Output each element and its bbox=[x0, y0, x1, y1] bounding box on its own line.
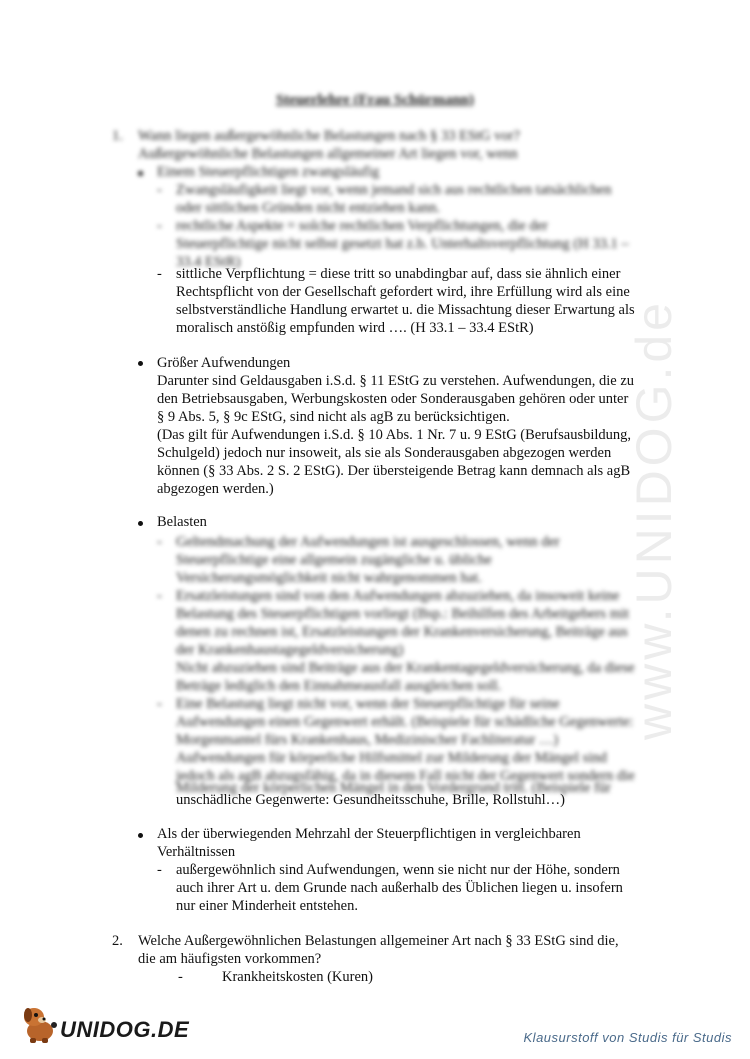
b3-d1-line1: Geltendmachung der Aufwendungen ist ausgeschlossen, wenn der bbox=[176, 534, 560, 550]
dash: - bbox=[157, 862, 162, 878]
b2-line4: (Das gilt für Aufwendungen i.S.d. § 10 Abs. 1 Nr. 7 u. 9 EStG (Berufsausbildung, bbox=[157, 427, 632, 443]
dash: - bbox=[157, 182, 162, 198]
b1-d3-line4: moralisch anstößig empfunden wird …. (H 33.1 – 33.4 EStR) bbox=[176, 320, 534, 336]
b4-d1-line3: nur einer Minderheit entstehen. bbox=[176, 898, 358, 914]
b3-d3-line6: Milderung der körperlichen Mängel in den Vordergrund tritt. (Beispiele für bbox=[176, 780, 611, 796]
dash: - bbox=[157, 534, 162, 550]
b3-heading: Belasten bbox=[157, 514, 207, 530]
b3-d3-line5: jedoch als agB abzugsfähig, da in diesem Fall nicht der Gegenwert sondern die bbox=[176, 768, 635, 784]
b3-d2-line4: der Krankenhaustagegeldversicherung) bbox=[176, 642, 404, 658]
b3-d1-line3: Versicherungsmöglichkeit nicht wahrgenommen hat. bbox=[176, 570, 482, 586]
b3-d3-line1: Eine Belastung liegt nicht vor, wenn der Steuerpflichtige für seine bbox=[176, 696, 560, 712]
dash: - bbox=[157, 218, 162, 234]
b2-line1: Darunter sind Geldausgaben i.S.d. § 11 EStG zu verstehen. Aufwendungen, die zu bbox=[157, 373, 635, 389]
dash: - bbox=[157, 266, 162, 282]
b1-d3-line3: selbstverständliche Handlung erwartet u. die Missachtung dieser Erwartung als bbox=[176, 302, 635, 318]
b3-d2-line2: Belastung des Steuerpflichtigen vorliegt (Bsp.: Beihilfen des Arbeitgebers mit bbox=[176, 606, 630, 622]
b2-line6: können (§ 33 Abs. 2 S. 2 EStG). Der übersteigende Betrag kann demnach als agB bbox=[157, 463, 631, 479]
b3-d3-line2: Aufwendungen einen Gegenwert erhält. (Beispiele für schädliche Gegenwerte: bbox=[176, 714, 634, 730]
dash: - bbox=[178, 969, 183, 985]
bullet-marker bbox=[138, 171, 143, 176]
item2-number: 2. bbox=[112, 933, 123, 949]
b1-d2-line1: rechtliche Aspekte = solche rechtlichen Verpflichtungen, die der bbox=[176, 218, 548, 234]
b4-d1-line1: außergewöhnlich sind Aufwendungen, wenn sie nicht nur der Höhe, sondern bbox=[176, 862, 620, 878]
watermark: www.UNIDOG.de bbox=[626, 299, 682, 740]
b4-heading-line1: Als der überwiegenden Mehrzahl der Steuerpflichtigen in vergleichbaren bbox=[157, 826, 581, 842]
b2-line2: den Betriebsausgaben, Werbungskosten oder Sonderausgaben gehören oder unter bbox=[157, 391, 629, 407]
item1-number: 1. bbox=[112, 128, 123, 144]
b3-d2-line3: denen zu rechnen ist, Ersatzleistungen der Krankenversicherung, Beiträge aus bbox=[176, 624, 628, 640]
b1-d3-line2: Rechtspflicht von der Gesellschaft gefordert wird, ihre Erfüllung wird als eine bbox=[176, 284, 630, 300]
b3-d2-line6: Beträge lediglich den Einnahmeausfall ausgleichen soll. bbox=[176, 678, 502, 694]
b1-heading: Einem Steuerpflichtigen zwangsläufig bbox=[157, 164, 380, 180]
logo-text[interactable]: UNIDOG.DE bbox=[60, 1017, 190, 1042]
b2-heading: Größer Aufwendungen bbox=[157, 355, 291, 371]
dash: - bbox=[157, 588, 162, 604]
document-title: Steuerlehre (Frau Schürmann) bbox=[275, 92, 475, 108]
b1-d1-line1: Zwangsläufigkeit liegt vor, wenn jemand sich aus rechtlichen tatsächlichen bbox=[176, 182, 612, 198]
b3-d2-line5: Nicht abzuziehen sind Beiträge aus der Krankentagegeldversicherung, da diese bbox=[176, 660, 635, 676]
dog-mascot-icon bbox=[24, 1008, 57, 1043]
footer-slogan: Klausurstoff von Studis für Studis bbox=[523, 1030, 732, 1045]
b3-clear-line: unschädliche Gegenwerte: Gesundheitsschuhe, Brille, Rollstuhl…) bbox=[176, 792, 565, 808]
b3-d2-line1: Ersatzleistungen sind von den Aufwendungen abzuziehen, da insoweit keine bbox=[176, 588, 620, 604]
bullet-marker bbox=[138, 521, 143, 526]
item1-question: Wann liegen außergewöhnliche Belastungen nach § 33 EStG vor? bbox=[138, 128, 520, 144]
b3-d3-line4: Aufwendungen für körperliche Hilfsmittel zur Milderung der Mängel sind bbox=[176, 750, 607, 766]
bullet-marker bbox=[138, 833, 143, 838]
item2-question-line2: die am häufigsten vorkommen? bbox=[138, 951, 322, 967]
b1-d2-line3: 33.4 EStR) bbox=[176, 254, 241, 270]
b2-line3: § 9 Abs. 5, § 9c EStG, sind nicht als agB zu berücksichtigen. bbox=[157, 409, 510, 425]
dash: - bbox=[157, 696, 162, 712]
b4-heading-line2: Verhältnissen bbox=[157, 844, 236, 860]
b1-d1-line2: oder sittlichen Gründen nicht entziehen kann. bbox=[176, 200, 441, 216]
b3-d3-line3: Morgenmantel fürs Krankenhaus, Medizinischer Fachliteratur …) bbox=[176, 732, 559, 748]
b1-d3-line1: sittliche Verpflichtung = diese tritt so unabdingbar auf, dass sie ähnlich einer bbox=[176, 266, 621, 282]
b3-d1-line2: Steuerpflichtige eine allgemein zugängliche u. übliche bbox=[176, 552, 492, 568]
b1-d2-line2: Steuerpflichtige nicht selbst gesetzt hat z.b. Unterhaltsverpflichtung (H 33.1 – bbox=[176, 236, 629, 252]
item2-question-line1: Welche Außergewöhnlichen Belastungen allgemeiner Art nach § 33 EStG sind die, bbox=[138, 933, 619, 949]
b2-line5: Schulgeld) jedoch nur insoweit, als sie als Sonderausgaben abgezogen werden bbox=[157, 445, 612, 461]
bullet-marker bbox=[138, 361, 143, 366]
b2-line7: abgezogen werden.) bbox=[157, 481, 274, 497]
item2-d1: Krankheitskosten (Kuren) bbox=[222, 969, 373, 985]
b4-d1-line2: auch ihrer Art u. dem Grunde nach außerhalb des Üblichen liegen u. insofern bbox=[176, 880, 623, 896]
item1-intro: Außergewöhnliche Belastungen allgemeiner Art liegen vor, wenn bbox=[138, 146, 518, 162]
